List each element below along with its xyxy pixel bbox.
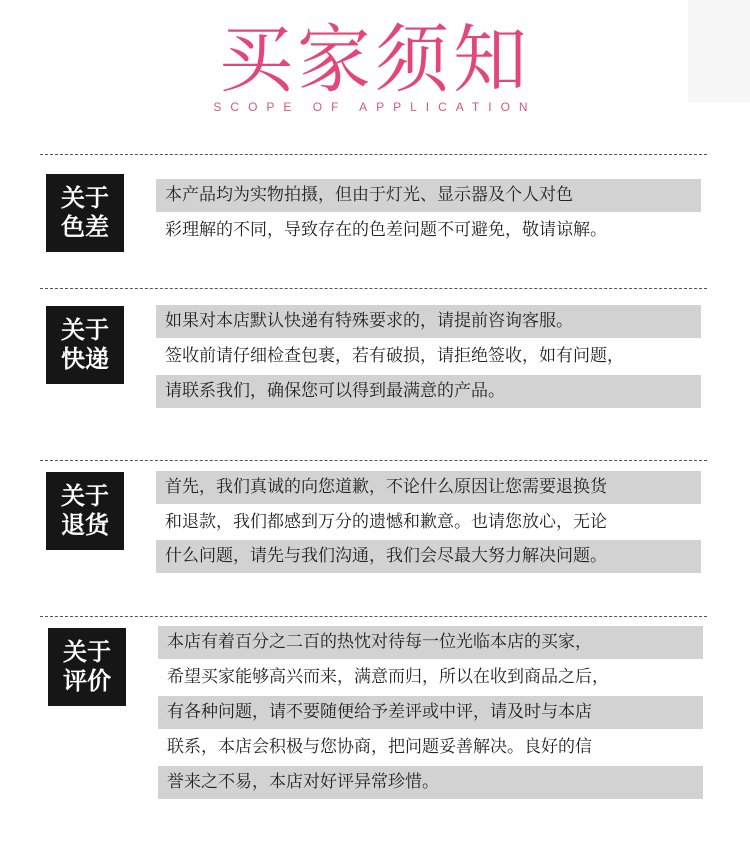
- section-divider: [40, 288, 707, 289]
- section-text-line: 本店有着百分之二百的热忱对待每一位光临本店的买家，: [158, 626, 703, 659]
- section-label-line: 退货: [61, 511, 109, 539]
- section-label-line: 评价: [63, 667, 111, 695]
- section-text-line: 什么问题，请先与我们沟通，我们会尽最大努力解决问题。: [156, 540, 701, 573]
- section-label-color: [46, 174, 124, 252]
- section-label-return: [46, 472, 124, 550]
- section-label-line: 快递: [61, 345, 109, 373]
- section-divider: [40, 616, 707, 617]
- section-text-line: 希望买家能够高兴而来，满意而归，所以在收到商品之后，: [158, 661, 703, 694]
- page-title: 买家须知: [219, 17, 531, 103]
- section-text-line: 彩理解的不同，导致存在的色差问题不可避免，敬请谅解。: [156, 214, 701, 247]
- section-label-express: [46, 306, 124, 384]
- section-text-line: 签收前请仔细检查包裹，若有破损，请拒绝签收，如有问题，: [156, 340, 704, 373]
- section-label-line: 关于: [61, 184, 109, 212]
- section-text-line: 首先，我们真诚的向您道歉，不论什么原因让您需要退换货: [156, 471, 701, 504]
- section-text-line: 和退款，我们都感到万分的遗憾和歉意。也请您放心，无论: [156, 506, 701, 539]
- section-label-line: 关于: [61, 482, 109, 510]
- section-divider: [40, 154, 707, 155]
- section-text-line: 本产品均为实物拍摄，但由于灯光、显示器及个人对色: [156, 179, 701, 212]
- section-text-line: 联系，本店会积极与您协商，把问题妥善解决。良好的信: [158, 731, 703, 764]
- section-text-line: 如果对本店默认快递有特殊要求的，请提前咨询客服。: [156, 305, 701, 338]
- section-label-line: 关于: [63, 638, 111, 666]
- section-text-line: 请联系我们，确保您可以得到最满意的产品。: [156, 375, 701, 408]
- section-label-line: 关于: [61, 316, 109, 344]
- header: [0, 0, 750, 140]
- section-text-line: 有各种问题，请不要随便给予差评或中评，请及时与本店: [158, 696, 703, 729]
- section-label-review: [48, 628, 126, 706]
- corner-decoration: [688, 0, 750, 102]
- section-text-line: 誉来之不易，本店对好评异常珍惜。: [158, 766, 703, 799]
- section-divider: [40, 460, 707, 461]
- section-label-line: 色差: [61, 213, 109, 241]
- page-subtitle: SCOPE OF APPLICATION: [213, 100, 537, 114]
